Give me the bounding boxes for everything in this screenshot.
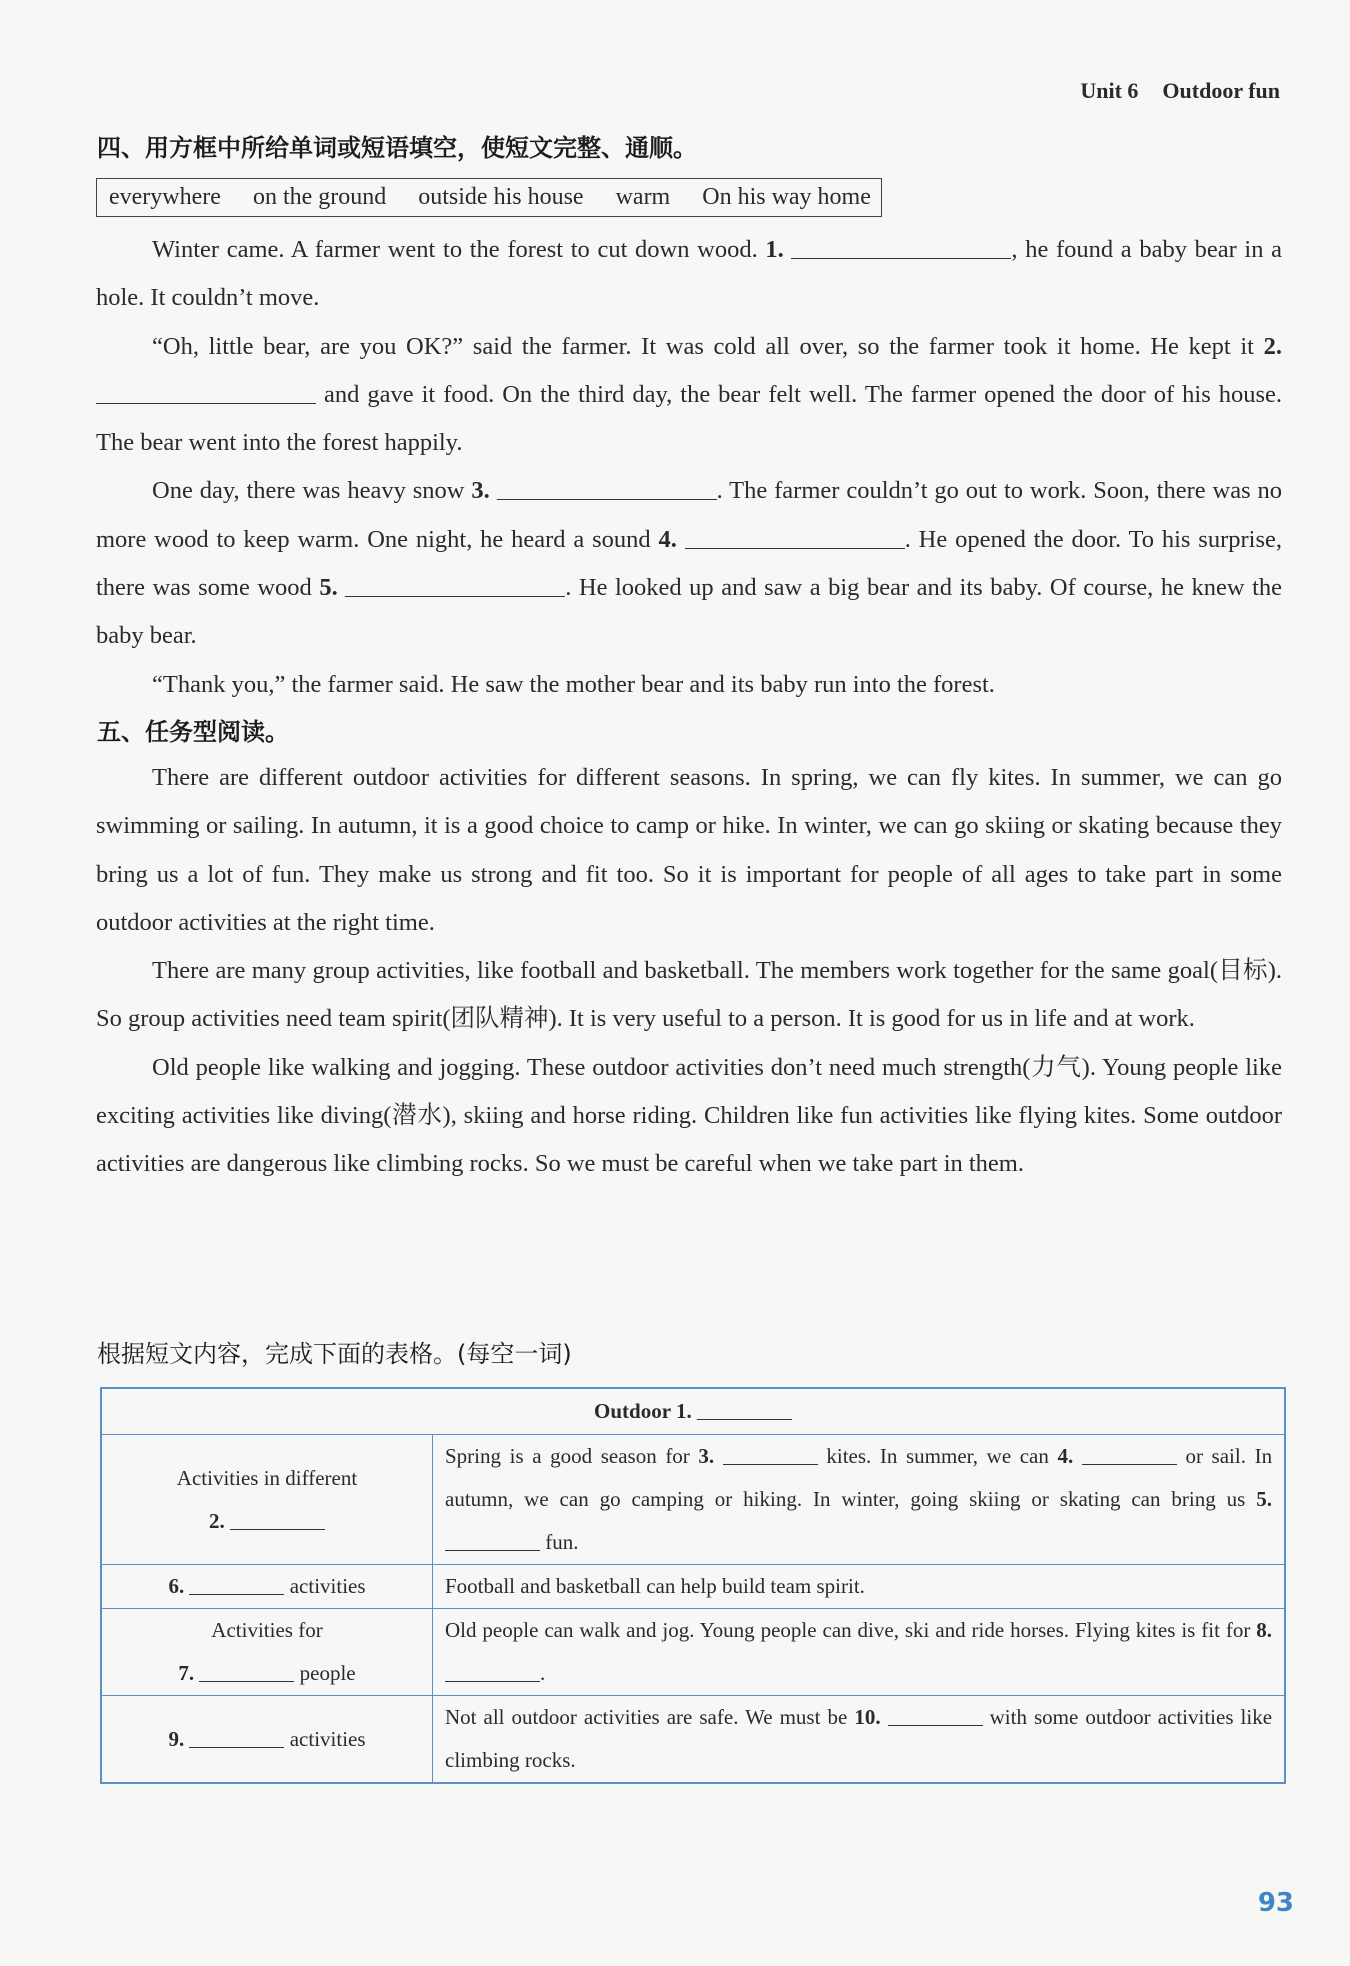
table-cell-left: Activities for 7. people [101, 1609, 433, 1696]
reading-paragraph-1: There are different outdoor activities for different seasons. In spring, we can fly kites. In summer, we can go swimming or sailing. In autumn, it is a good choice to camp or hike. In winter, we can go skiing or skating because they bring us a lot of fun. They make us strong and fit too. So it is important for people of all ages to take part in some outdoor activities at the right time. [96, 764, 1282, 936]
reading-paragraph-2: There are many group activities, like football and basketball. The members work together for the same goal(目标). So group activities need team spirit(团队精神). It is very useful to a person. It is good for us in life and at work. [96, 957, 1282, 1033]
table-title: Outdoor 1. [101, 1388, 1285, 1435]
table-blank-4[interactable] [1082, 1440, 1177, 1465]
blank-2[interactable] [96, 379, 316, 404]
table-blank-5[interactable] [445, 1526, 540, 1551]
task-table [100, 1387, 1286, 1784]
table-cell-right: Not all outdoor activities are safe. We must be 10. with some outdoor activities like climbing rocks. [433, 1696, 1286, 1784]
table-blank-8[interactable] [445, 1657, 540, 1682]
table-blank-10[interactable] [888, 1701, 983, 1726]
reading-paragraph-3: Old people like walking and jogging. These outdoor activities don’t need much strength(力气). Young people like exciting activities like diving(潜水), skiing and horse riding. Children like fun activities like flying kites. Some outdoor activities are dangerous like climbing rocks. So we must be careful when we take part in them. [96, 1053, 1282, 1178]
table-blank-7[interactable] [199, 1657, 294, 1682]
table-blank-3[interactable] [723, 1440, 818, 1465]
section-5-heading: 五、任务型阅读。 [97, 718, 289, 746]
cloze-paragraph-4: “Thank you,” the farmer said. He saw the mother bear and its baby run into the forest. [152, 670, 995, 698]
cloze-paragraph-3: One day, there was heavy snow 3. . The farmer couldn’t go out to work. Soon, there was no more wood to keep warm. One night, he heard a sound 4. . He opened the door. To his surprise, there was some wood 5. . He looked up and saw a big bear and its baby. Of course, he knew the baby bear. [96, 477, 1283, 650]
table-row [101, 1388, 1285, 1435]
table-instruction: 根据短文内容，完成下面的表格。(每空一词) [97, 1340, 572, 1368]
table-cell-left: 9. activities [101, 1696, 433, 1784]
unit-title: Outdoor fun [1162, 78, 1280, 103]
word-box [96, 178, 882, 217]
table-row [101, 1696, 1285, 1784]
reading-passage [96, 754, 1282, 1189]
table-cell-right: Spring is a good season for 3. kites. In summer, we can 4. or sail. In autumn, we can go camping or hiking. In winter, going skiing or skating can bring us 5. fun. [433, 1435, 1286, 1565]
blank-4[interactable] [685, 524, 905, 549]
table-row [101, 1565, 1285, 1609]
table-cell-left: 6. activities [101, 1565, 433, 1609]
table-cell-right: Football and basketball can help build team spirit. [433, 1565, 1286, 1609]
table-blank-2[interactable] [230, 1505, 325, 1530]
table-cell-right: Old people can walk and jog. Young people can dive, ski and ride horses. Flying kites is fit for 8. . [433, 1609, 1286, 1696]
blank-1[interactable] [791, 234, 1011, 259]
table-blank-1[interactable] [697, 1395, 792, 1420]
cloze-paragraph-1: Winter came. A farmer went to the forest to cut down wood. 1. , he found a baby bear in a hole. It couldn’t move. [96, 236, 1283, 312]
page-header [1080, 78, 1280, 104]
table-cell-left: Activities in different 2. [101, 1435, 433, 1565]
section-4-heading: 四、用方框中所给单词或短语填空，使短文完整、通顺。 [97, 134, 697, 162]
word-box-item: On his way home [702, 184, 871, 210]
blank-3[interactable] [497, 475, 717, 500]
word-box-item: on the ground [252, 184, 387, 210]
table-row [101, 1609, 1285, 1696]
unit-label: Unit 6 [1080, 78, 1139, 103]
table-blank-6[interactable] [189, 1570, 284, 1595]
word-box-item: everywhere [109, 184, 221, 210]
table-row [101, 1435, 1285, 1565]
table-blank-9[interactable] [189, 1723, 284, 1748]
word-box-item: outside his house [418, 184, 584, 210]
word-box-item: warm [615, 184, 671, 210]
page-number: 93 [1257, 1888, 1294, 1918]
cloze-passage [96, 226, 1282, 709]
cloze-paragraph-2: “Oh, little bear, are you OK?” said the farmer. It was cold all over, so the farmer took it home. He kept it 2. and gave it food. On the third day, the bear felt well. The farmer opened the door of his house. The bear went into the forest happily. [96, 332, 1283, 457]
blank-5[interactable] [345, 572, 565, 597]
